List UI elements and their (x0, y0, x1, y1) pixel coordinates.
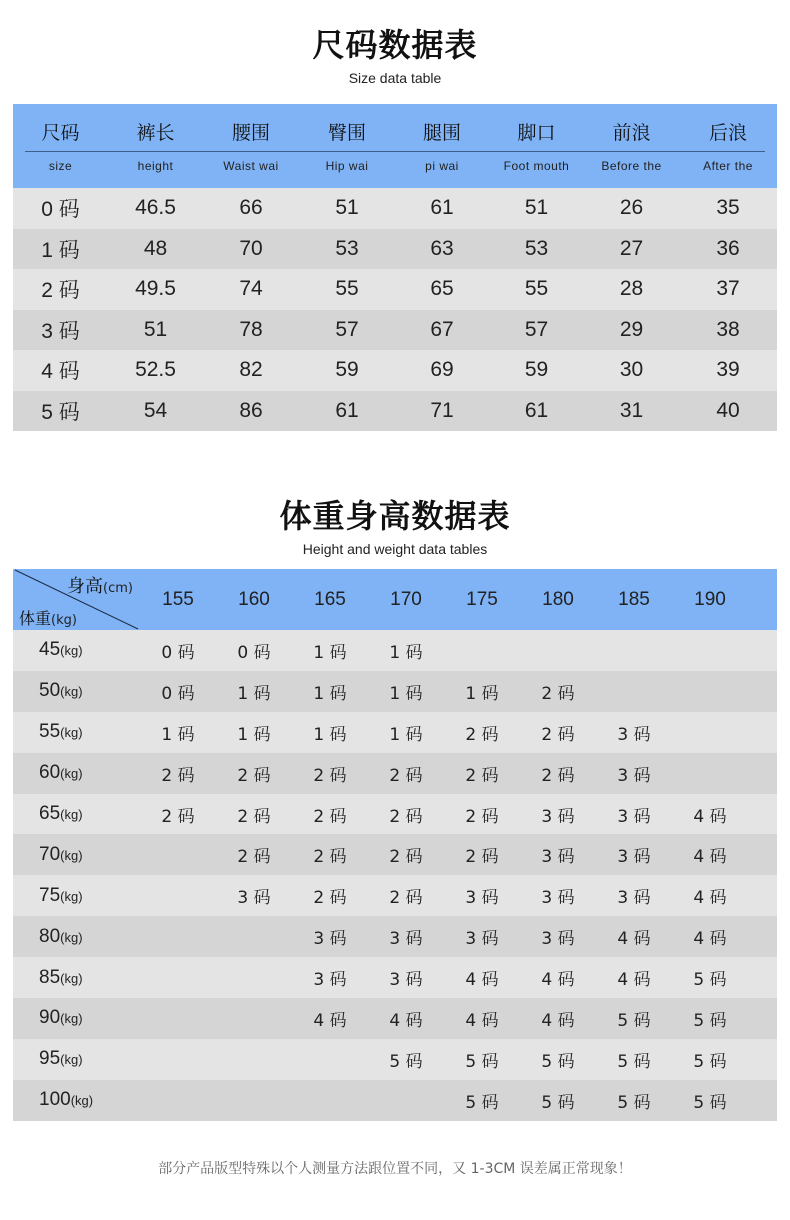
weight-cell (13, 762, 140, 784)
size-header-cn: 前浪 (612, 122, 651, 144)
size-header-cn: 裤长 (136, 122, 175, 144)
size-value-cell: 27 (619, 236, 644, 260)
weight-row (13, 630, 777, 671)
recommended-size-cell: 3 码 (617, 724, 651, 745)
size-value-cell: 53 (335, 236, 359, 260)
size-header-en: Foot mouth (503, 159, 570, 173)
weight-cell (13, 803, 140, 825)
size-label-cell: 5 码 (41, 400, 80, 424)
weight-cell (13, 967, 140, 989)
size-value-cell: 36 (716, 236, 740, 260)
recommended-size-cell: 3 码 (617, 806, 651, 827)
size-value-cell: 46.5 (135, 196, 176, 220)
weight-cell (13, 1048, 140, 1070)
size-value-cell: 78 (239, 317, 263, 341)
recommended-size-cell: 1 码 (465, 683, 499, 704)
recommended-size-cell: 4 码 (465, 970, 499, 991)
recommended-size-cell: 4 码 (693, 806, 727, 827)
weight-value: 50 (39, 680, 61, 702)
weight-height-table (13, 569, 777, 1121)
recommended-size-cell: 2 码 (465, 806, 499, 827)
weight-value: 100 (39, 1089, 71, 1111)
weight-height-table-subtitle: Height and weight data tables (302, 541, 488, 557)
size-value-cell: 57 (524, 317, 549, 341)
size-value-cell: 49.5 (135, 277, 176, 301)
recommended-size-cell: 2 码 (541, 724, 575, 745)
recommended-size-cell: 2 码 (541, 683, 575, 704)
size-value-cell: 51 (524, 196, 549, 220)
weight-row (13, 753, 777, 794)
recommended-size-cell: 3 码 (541, 929, 575, 950)
size-value-cell: 51 (335, 196, 359, 220)
recommended-size-cell: 3 码 (541, 806, 575, 827)
recommended-size-cell: 2 码 (541, 765, 575, 786)
header-divider (25, 151, 765, 152)
size-value-cell: 52.5 (135, 358, 176, 382)
size-label-cell: 0 码 (41, 198, 80, 222)
size-table-row (13, 310, 777, 351)
weight-unit: (kg) (60, 929, 83, 945)
recommended-size-cell: 2 码 (389, 806, 423, 827)
size-header-cn: 腰围 (231, 122, 270, 144)
height-header: 155 (162, 588, 194, 610)
size-value-cell: 82 (239, 358, 263, 382)
corner-weight-label: 体重(kg) (19, 609, 77, 628)
recommended-size-cell: 4 码 (389, 1010, 423, 1031)
weight-row (13, 998, 777, 1039)
size-value-cell: 54 (143, 398, 168, 422)
recommended-size-cell: 4 码 (693, 888, 727, 909)
height-header: 180 (542, 588, 574, 610)
weight-row (13, 957, 777, 998)
size-value-cell: 57 (335, 317, 359, 341)
size-table-row (13, 188, 777, 229)
recommended-size-cell: 2 码 (237, 806, 271, 827)
size-value-cell: 67 (430, 317, 454, 341)
weight-cell (13, 844, 140, 866)
size-value-cell: 48 (143, 236, 168, 260)
recommended-size-cell: 5 码 (389, 1051, 423, 1072)
weight-value: 90 (39, 1007, 61, 1029)
recommended-size-cell: 3 码 (541, 888, 575, 909)
recommended-size-cell: 5 码 (693, 1010, 727, 1031)
size-label-cell: 3 码 (41, 319, 80, 343)
recommended-size-cell: 3 码 (313, 970, 347, 991)
size-value-cell: 70 (239, 236, 263, 260)
recommended-size-cell: 3 码 (465, 888, 499, 909)
weight-value: 45 (39, 639, 61, 661)
recommended-size-cell: 1 码 (161, 724, 195, 745)
recommended-size-cell: 0 码 (161, 642, 195, 663)
weight-row (13, 1039, 777, 1080)
size-label-cell: 2 码 (41, 279, 80, 303)
size-value-cell: 38 (716, 317, 740, 341)
weight-cell (13, 680, 140, 702)
size-value-cell: 61 (430, 196, 454, 220)
size-table-row (13, 269, 777, 310)
recommended-size-cell: 5 码 (617, 1051, 651, 1072)
height-header: 185 (618, 588, 650, 610)
recommended-size-cell: 3 码 (389, 929, 423, 950)
weight-unit: (kg) (60, 807, 83, 822)
recommended-size-cell: 2 码 (313, 847, 347, 868)
weight-cell (13, 1007, 140, 1029)
recommended-size-cell: 5 码 (693, 1051, 727, 1072)
recommended-size-cell: 4 码 (541, 1010, 575, 1031)
size-value-cell: 61 (335, 398, 359, 422)
weight-unit: (kg) (60, 1011, 83, 1027)
size-header-en: size (48, 159, 73, 173)
size-header-cn: 后浪 (708, 122, 747, 144)
size-value-cell: 35 (716, 196, 740, 220)
size-header-en: pi wai (425, 159, 459, 173)
weight-unit: (kg) (60, 684, 83, 700)
size-value-cell: 69 (430, 358, 454, 382)
recommended-size-cell: 2 码 (237, 847, 271, 868)
weight-row (13, 712, 777, 753)
weight-height-table-title: 体重身高数据表 (279, 497, 511, 535)
size-table-body (13, 188, 777, 431)
size-header-en: Hip wai (325, 159, 369, 173)
recommended-size-cell: 2 码 (465, 847, 499, 868)
recommended-size-cell: 0 码 (237, 642, 271, 663)
size-value-cell: 51 (143, 317, 168, 341)
weight-value: 70 (39, 843, 61, 865)
recommended-size-cell: 5 码 (541, 1051, 575, 1072)
recommended-size-cell: 5 码 (465, 1051, 499, 1072)
recommended-size-cell: 2 码 (237, 765, 271, 786)
weight-unit: (kg) (60, 888, 83, 904)
weight-value: 80 (39, 925, 61, 947)
recommended-size-cell: 5 码 (465, 1092, 499, 1113)
weight-row (13, 794, 777, 835)
size-table-row (13, 229, 777, 270)
weight-unit: (kg) (60, 1052, 83, 1068)
recommended-size-cell: 1 码 (313, 683, 347, 704)
size-header-en-row (13, 159, 777, 179)
weight-height-body (13, 630, 777, 1121)
recommended-size-cell: 1 码 (389, 642, 423, 663)
recommended-size-cell: 1 码 (389, 683, 423, 704)
recommended-size-cell: 2 码 (161, 806, 195, 827)
weight-cell (13, 639, 140, 661)
size-table-title-block (0, 20, 790, 86)
size-value-cell: 71 (430, 398, 454, 422)
weight-cell (13, 926, 140, 948)
weight-row (13, 671, 777, 712)
size-value-cell: 66 (239, 196, 263, 220)
corner-height-unit: (cm) (103, 581, 133, 596)
size-table-row (13, 350, 777, 391)
recommended-size-cell: 4 码 (693, 929, 727, 950)
weight-cell (13, 721, 140, 743)
weight-unit: (kg) (60, 970, 83, 986)
size-value-cell: 37 (716, 277, 740, 301)
weight-value: 65 (39, 803, 61, 824)
recommended-size-cell: 2 码 (389, 765, 423, 786)
recommended-size-cell: 4 码 (313, 1010, 347, 1031)
weight-value: 55 (39, 721, 61, 743)
size-table-header (13, 104, 777, 188)
recommended-size-cell: 4 码 (465, 1010, 499, 1031)
recommended-size-cell: 5 码 (617, 1010, 651, 1031)
size-value-cell: 63 (430, 236, 454, 260)
size-header-cn-row (13, 118, 777, 148)
weight-cell (13, 1089, 140, 1111)
size-value-cell: 61 (524, 398, 549, 422)
size-value-cell: 74 (239, 277, 263, 301)
recommended-size-cell: 2 码 (389, 847, 423, 868)
recommended-size-cell: 4 码 (541, 970, 575, 991)
size-header-cn: 臀围 (327, 122, 366, 144)
weight-value: 85 (39, 966, 61, 988)
size-value-cell: 26 (619, 196, 644, 220)
size-value-cell: 59 (524, 358, 549, 382)
recommended-size-cell: 2 码 (465, 724, 499, 745)
size-value-cell: 28 (619, 277, 644, 301)
recommended-size-cell: 1 码 (313, 724, 347, 745)
height-header: 190 (694, 588, 726, 610)
weight-row (13, 875, 777, 916)
recommended-size-cell: 3 码 (541, 847, 575, 868)
recommended-size-cell: 3 码 (617, 888, 651, 909)
size-data-table (13, 104, 777, 431)
weight-value: 95 (39, 1048, 61, 1070)
recommended-size-cell: 5 码 (693, 1092, 727, 1113)
size-table-title: 尺码数据表 (312, 26, 478, 64)
recommended-size-cell: 3 码 (617, 765, 651, 786)
weight-value: 60 (39, 762, 61, 784)
footer-note: 部分产品版型特殊以个人测量方法跟位置不同，又 1-3CM 误差属正常现象！ (158, 1161, 632, 1177)
weight-row (13, 834, 777, 875)
weight-row (13, 1080, 777, 1121)
weight-unit: (kg) (60, 766, 83, 782)
size-value-cell: 39 (716, 358, 740, 382)
recommended-size-cell: 2 码 (313, 765, 347, 786)
size-value-cell: 55 (335, 277, 359, 301)
recommended-size-cell: 4 码 (693, 847, 727, 868)
size-value-cell: 31 (619, 398, 644, 422)
size-label-cell: 4 码 (41, 360, 80, 384)
size-value-cell: 29 (619, 317, 644, 341)
size-table-row (13, 391, 777, 432)
size-label-cell: 1 码 (41, 238, 80, 262)
weight-height-header (13, 569, 777, 630)
size-header-en: Waist wai (223, 159, 279, 173)
size-header-en: height (137, 159, 174, 173)
recommended-size-cell: 3 码 (465, 929, 499, 950)
recommended-size-cell: 2 码 (313, 806, 347, 827)
recommended-size-cell: 2 码 (161, 765, 195, 786)
recommended-size-cell: 5 码 (693, 970, 727, 991)
recommended-size-cell: 1 码 (237, 683, 271, 704)
recommended-size-cell: 4 码 (617, 929, 651, 950)
size-value-cell: 30 (619, 358, 644, 382)
corner-height-label: 身高(cm) (67, 576, 133, 597)
height-header: 175 (466, 588, 498, 610)
recommended-size-cell: 3 码 (389, 970, 423, 991)
weight-unit: (kg) (70, 1093, 94, 1109)
weight-unit: (kg) (60, 725, 83, 741)
recommended-size-cell: 3 码 (617, 847, 651, 868)
recommended-size-cell: 2 码 (465, 765, 499, 786)
recommended-size-cell: 5 码 (541, 1092, 575, 1113)
recommended-size-cell: 1 码 (313, 642, 347, 663)
recommended-size-cell: 5 码 (617, 1092, 651, 1113)
recommended-size-cell: 3 码 (237, 888, 271, 909)
recommended-size-cell: 4 码 (617, 970, 651, 991)
weight-row (13, 916, 777, 957)
recommended-size-cell: 2 码 (313, 888, 347, 909)
size-header-en: After the (703, 159, 753, 173)
weight-unit: (kg) (60, 643, 83, 659)
size-value-cell: 53 (524, 236, 549, 260)
height-header: 170 (390, 588, 422, 610)
size-header-cn: 腿围 (422, 122, 461, 144)
height-header: 160 (238, 588, 270, 610)
size-header-cn: 脚口 (517, 122, 556, 144)
corner-cell (13, 569, 140, 630)
recommended-size-cell: 0 码 (161, 683, 195, 704)
size-value-cell: 40 (716, 398, 740, 422)
weight-height-title-block (0, 491, 790, 557)
size-value-cell: 86 (239, 398, 263, 422)
size-value-cell: 55 (524, 277, 549, 301)
size-table-subtitle: Size data table (348, 70, 442, 86)
height-columns (140, 569, 748, 630)
weight-value: 75 (39, 884, 61, 906)
recommended-size-cell: 1 码 (389, 724, 423, 745)
height-header: 165 (314, 588, 346, 610)
size-value-cell: 59 (335, 358, 359, 382)
corner-weight-unit: (kg) (51, 613, 77, 628)
size-value-cell: 65 (430, 277, 454, 301)
size-header-en: Before the (601, 159, 662, 173)
recommended-size-cell: 1 码 (237, 724, 271, 745)
recommended-size-cell: 3 码 (313, 929, 347, 950)
weight-cell (13, 885, 140, 907)
size-header-cn: 尺码 (41, 122, 80, 144)
recommended-size-cell: 2 码 (389, 888, 423, 909)
weight-unit: (kg) (60, 847, 83, 863)
